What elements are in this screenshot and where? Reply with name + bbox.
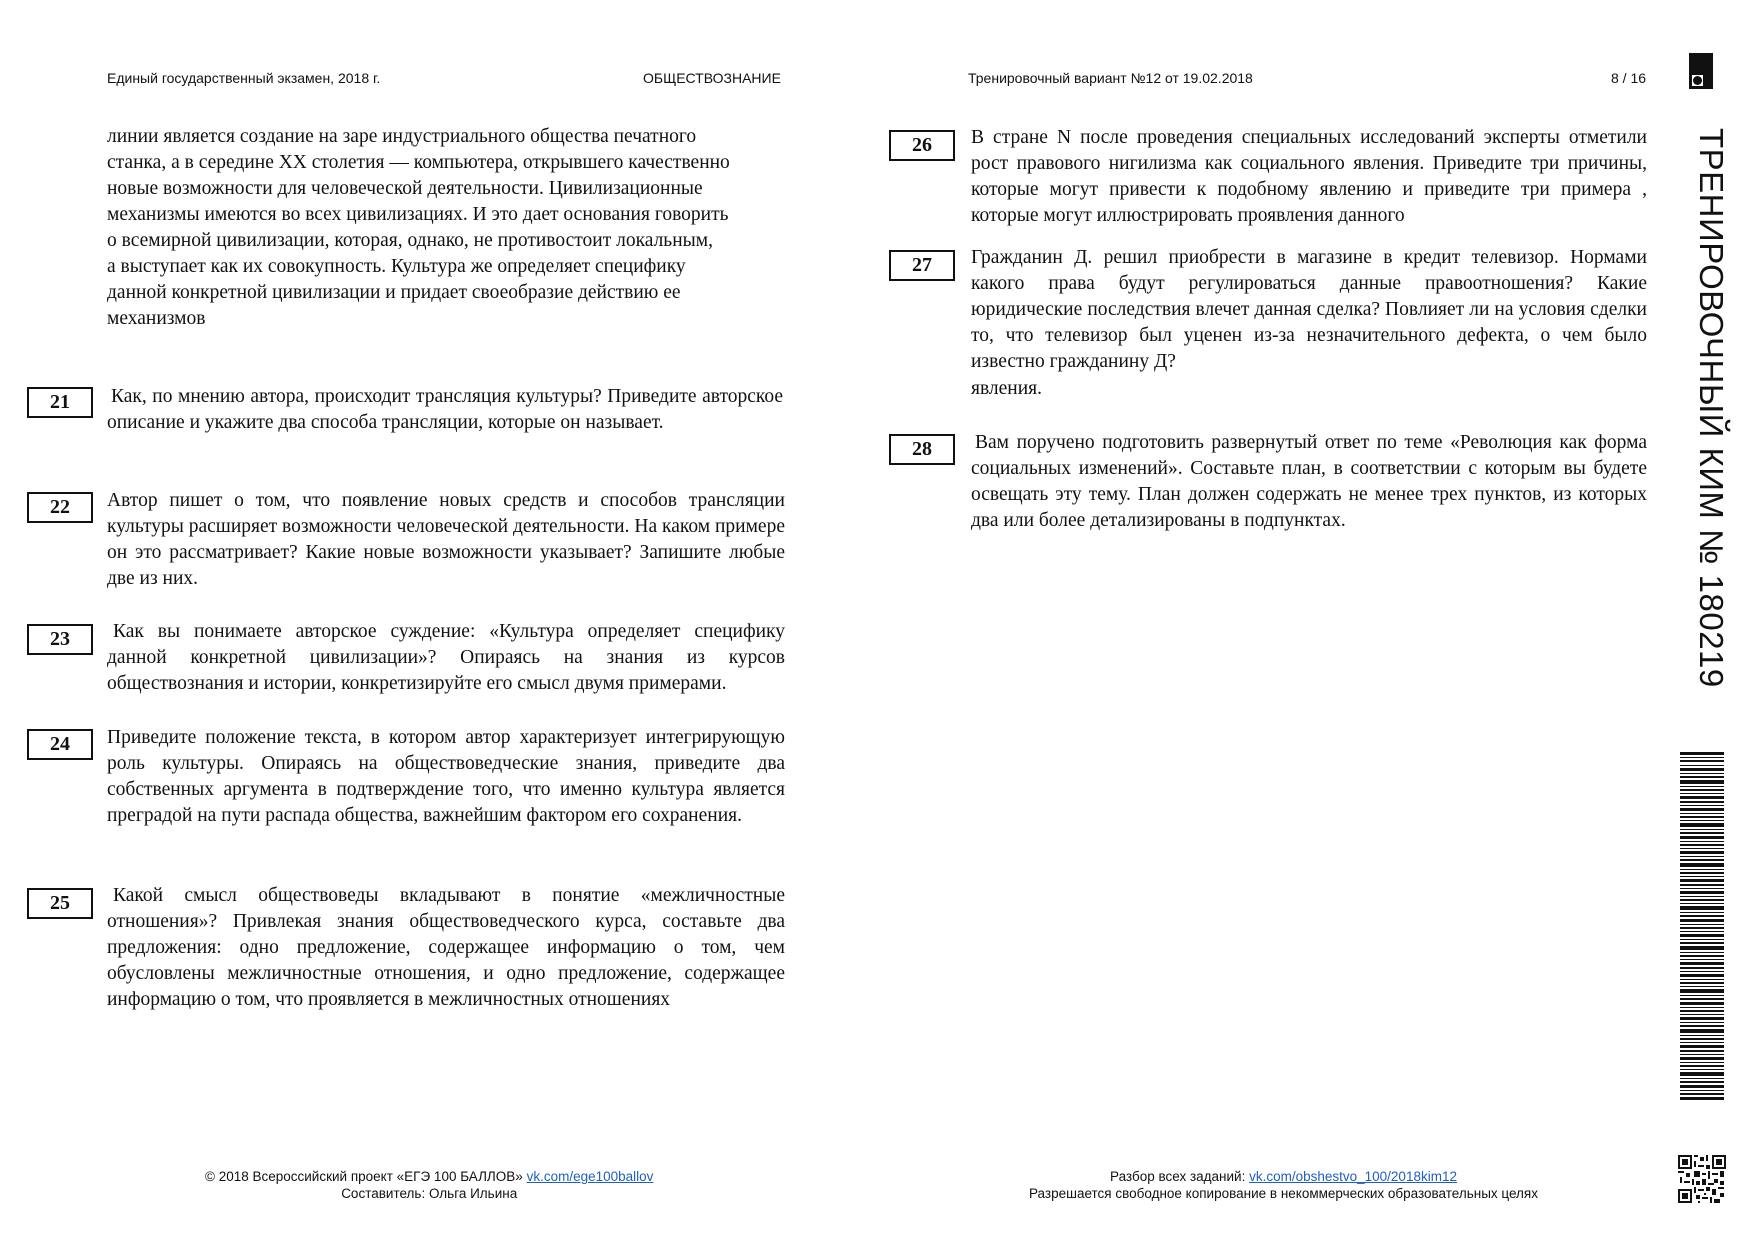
text-line: станка, а в середине XX столетия — компьютера, открывшего качественно xyxy=(107,152,730,173)
footer-right xyxy=(1029,1168,1538,1202)
footer-copyright: © 2018 Всероссийский проект «ЕГЭ 100 БАЛЛОВ» xyxy=(205,1169,523,1184)
task-text-24: Приведите положение текста, в котором автор характеризует интегрирующую роль культуры. Опираясь на обществоведческие знания, приведите два собственных аргумента в подтверждение того, что именно культура является преградой на пути распада общества, важнейшим фактором его сохранения. xyxy=(107,727,785,826)
text-line: механизмы имеются во всех цивилизациях. И это дает основания говорить xyxy=(107,204,729,225)
footer-left-link[interactable]: vk.com/ege100ballov xyxy=(526,1169,654,1184)
text-line: данной конкретной цивилизации и придает своеобразие действию ее xyxy=(107,282,681,303)
barcode-icon xyxy=(1680,752,1724,1105)
task-number-27: 27 xyxy=(889,250,955,281)
side-title xyxy=(1686,128,1730,688)
task-text-28: Вам поручено подготовить развернутый ответ по теме «Революция как форма социальных изменений». Составьте план, в соответствии с которым вы будете освещать эту тему. План должен содержать не менее трех пунктов, из которых два или более детализированы в подпунктах. xyxy=(971,432,1647,531)
task-text-23: Как вы понимаете авторское суждение: «Культура определяет специфику данной конкретной цивилизации»? Опираясь на знания из курсов обществознания и истории, конкретизируйте его смысл двумя примерами. xyxy=(107,621,785,694)
task-text-21: Как, по мнению автора, происходит трансляция культуры? Приведите авторское описание и укажите два способа трансляции, которые он называет. xyxy=(107,386,783,433)
side-title-text: ТРЕНИРОВОЧНЫЙ КИМ № 180219 xyxy=(1693,128,1730,688)
footer-right-label: Разбор всех заданий: xyxy=(1110,1169,1246,1184)
task-number-23: 23 xyxy=(27,624,93,655)
task-number-24: 24 xyxy=(27,729,93,760)
text-line: механизмов xyxy=(107,308,206,329)
footer-left xyxy=(205,1168,653,1202)
page-number: 8 / 16 xyxy=(1611,70,1647,86)
text-line: линии является создание на заре индустриального общества печатного xyxy=(107,126,697,147)
qr-code-icon xyxy=(1678,1155,1726,1208)
task-number-25: 25 xyxy=(27,888,93,919)
task-tail-27: явления. xyxy=(971,378,1043,399)
task-text-26: В стране N после проведения специальных исследований эксперты отметили рост правового нигилизма как социального явления. Приведите три причины, которые могут привести к подобному явлению и приведите три примера , которые могут иллюстрировать проявления данного xyxy=(971,127,1647,226)
task-number-21: 21 xyxy=(27,387,93,418)
task-text-27: Гражданин Д. решил приобрести в магазине в кредит телевизор. Нормами какого права будут регулироваться данные правоотношения? Какие юридические последствия влечет данная сделка? Повлияет ли на условия сделки то, что телевизор был уценен из-за незначительного дефекта, о чем было известно гражданину Д? xyxy=(971,247,1647,372)
text-continuation xyxy=(107,124,783,332)
text-line: а выступает как их совокупность. Культура же определяет специфику xyxy=(107,256,686,277)
text-line: о всемирной цивилизации, которая, однако, не противостоит локальным, xyxy=(107,230,713,251)
footer-license: Разрешается свободное копирование в некоммерческих образовательных целях xyxy=(1029,1186,1538,1201)
task-number-28: 28 xyxy=(889,434,955,465)
logo-icon xyxy=(1689,53,1713,94)
subject-title: ОБЩЕСТВОЗНАНИЕ xyxy=(643,70,781,86)
text-line: новые возможности для человеческой деятельности. Цивилизационные xyxy=(107,178,703,199)
footer-author: Составитель: Ольга Ильина xyxy=(341,1186,518,1201)
task-number-26: 26 xyxy=(889,130,955,161)
task-text-25: Какой смысл обществоведы вкладывают в понятие «межличностные отношения»? Привлекая знания обществоведческого курса, составьте два предложения: одно предложение, содержащее информацию о том, чем обусловлены межличностные отношения, и одно предложение, содержащее информацию о том, что проявляется в межличностных отношениях xyxy=(107,885,785,1010)
variant-title: Тренировочный вариант №12 от 19.02.2018 xyxy=(968,70,1253,86)
task-number-22: 22 xyxy=(27,492,93,523)
task-text-22: Автор пишет о том, что появление новых средств и способов трансляции культуры расширяет возможности человеческой деятельности. На каком примере он это рассматривает? Какие новые возможности указывает? Запишите любые две из них. xyxy=(107,490,785,589)
footer-right-link[interactable]: vk.com/obshestvo_100/2018kim12 xyxy=(1249,1169,1457,1184)
exam-title: Единый государственный экзамен, 2018 г. xyxy=(107,70,381,86)
